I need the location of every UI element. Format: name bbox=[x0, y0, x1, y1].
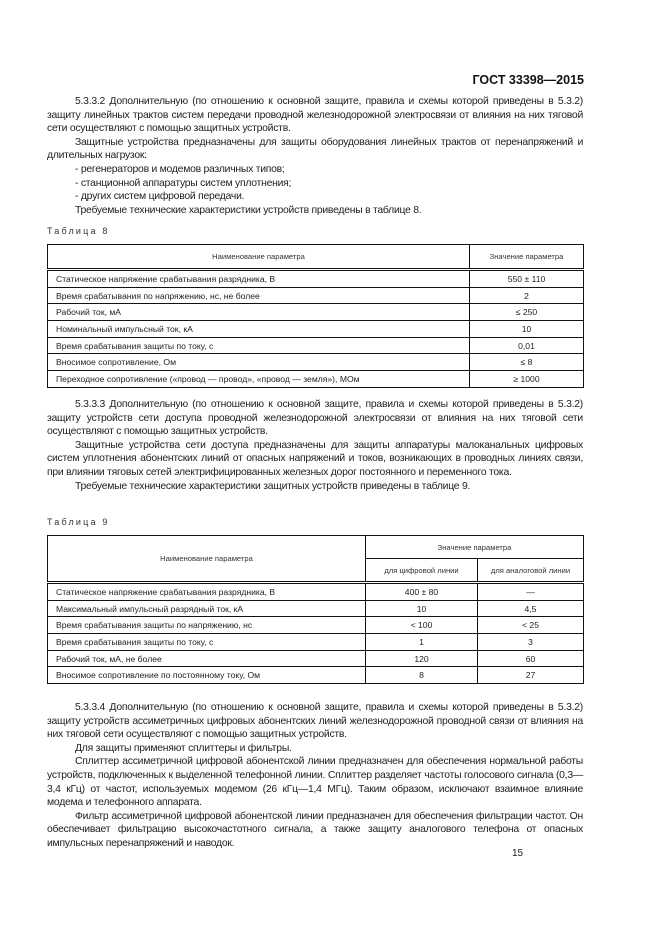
table-row bbox=[48, 287, 584, 304]
paragraph: 5.3.3.2 Дополнительную (по отношению к основной защите, правила и схемы которой приведены в 5.3.2) защиту линейных трактов систем передачи проводной железнодорожной электросвязи от влияния на них тяговой сети осуществляют с помощью защитных устройств. bbox=[47, 96, 583, 135]
value-cell: 550 ± 110 bbox=[470, 270, 584, 288]
table-8 bbox=[47, 244, 584, 388]
table-row bbox=[48, 583, 584, 601]
param-cell: Время срабатывания защиты по току, с bbox=[48, 337, 470, 354]
table-9 bbox=[47, 535, 584, 684]
table-row bbox=[48, 650, 584, 667]
digital-value-cell: 8 bbox=[366, 667, 478, 684]
analog-value-cell: 4,5 bbox=[478, 600, 584, 617]
param-cell: Максимальный импульсный разрядный ток, кА bbox=[48, 600, 366, 617]
table-row bbox=[48, 321, 584, 338]
param-cell: Вносимое сопротивление по постоянному току, Ом bbox=[48, 667, 366, 684]
table-row bbox=[48, 304, 584, 321]
list-item: - регенераторов и модемов различных типов; bbox=[75, 163, 285, 175]
table-row bbox=[48, 667, 584, 684]
document-code: ГОСТ 33398—2015 bbox=[472, 73, 584, 87]
paragraph: 5.3.3.3 Дополнительную (по отношению к основной защите, правила и схемы которой приведены в 5.3.2) защиту устройств сети доступа проводной железнодорожной электросвязи от влияния на них тяговой сети осуществляют с помощью защитных устройств. bbox=[47, 399, 583, 438]
analog-value-cell: 3 bbox=[478, 634, 584, 651]
value-cell: 2 bbox=[470, 287, 584, 304]
param-cell: Вносимое сопротивление, Ом bbox=[48, 354, 470, 371]
analog-value-cell: < 25 bbox=[478, 617, 584, 634]
sub-column-header: для аналоговой линии bbox=[478, 559, 584, 583]
value-cell: ≥ 1000 bbox=[470, 371, 584, 388]
paragraph: Сплиттер ассиметричной цифровой абонентской линии предназначен для обеспечения нормальной работы устройств, подключенных к выделенной телефонной линии. Сплиттер разделяет частоты голосового сигнала (0,3—3,4 кГц) от частот, используемых модемом (26 кГц—1,4 МГц). Таким образом, исключают взаимное влияние модема и телефонного аппарата. bbox=[47, 756, 583, 809]
sub-column-header: для цифровой линии bbox=[366, 559, 478, 583]
digital-value-cell: 400 ± 80 bbox=[366, 583, 478, 601]
column-header: Наименование параметра bbox=[48, 245, 470, 270]
analog-value-cell: 27 bbox=[478, 667, 584, 684]
column-header: Значение параметра bbox=[470, 245, 584, 270]
analog-value-cell: — bbox=[478, 583, 584, 601]
value-cell: ≤ 8 bbox=[470, 354, 584, 371]
digital-value-cell: 120 bbox=[366, 650, 478, 667]
param-cell: Рабочий ток, мА bbox=[48, 304, 470, 321]
page-number: 15 bbox=[512, 848, 524, 859]
param-cell: Время срабатывания по напряжению, нс, не более bbox=[48, 287, 470, 304]
analog-value-cell: 60 bbox=[478, 650, 584, 667]
table-9-caption: Таблица 9 bbox=[47, 517, 110, 527]
param-cell: Рабочий ток, мА, не более bbox=[48, 650, 366, 667]
list-item: - других систем цифровой передачи. bbox=[75, 191, 245, 203]
section-5-3-3-2 bbox=[47, 95, 583, 217]
paragraph: Требуемые технические характеристики устройств приведены в таблице 8. bbox=[75, 204, 422, 216]
column-header: Наименование параметра bbox=[48, 536, 366, 583]
section-5-3-3-3 bbox=[47, 398, 583, 493]
paragraph: Защитные устройства сети доступа предназначены для защиты аппаратуры малоканальных цифровых систем уплотнения абонентских линий от опасных напряжений и токов, возникающих в проводных линиях связи, при влиянии тяговых сетей электрифицированных железных дорог постоянного и переменного тока. bbox=[47, 439, 583, 478]
digital-value-cell: < 100 bbox=[366, 617, 478, 634]
param-cell: Номинальный импульсный ток, кА bbox=[48, 321, 470, 338]
value-cell: 10 bbox=[470, 321, 584, 338]
digital-value-cell: 1 bbox=[366, 634, 478, 651]
param-cell: Время срабатывания защиты по напряжению, нс bbox=[48, 617, 366, 634]
value-cell: 0,01 bbox=[470, 337, 584, 354]
table-row bbox=[48, 354, 584, 371]
param-cell: Статическое напряжение срабатывания разрядника, В bbox=[48, 270, 470, 288]
param-cell: Статическое напряжение срабатывания разрядника, В bbox=[48, 583, 366, 601]
table-row bbox=[48, 600, 584, 617]
column-header: Значение параметра bbox=[366, 536, 584, 559]
value-cell: ≤ 250 bbox=[470, 304, 584, 321]
paragraph: Защитные устройства предназначены для защиты оборудования линейных трактов от перенапряжений и длительных нагрузок: bbox=[47, 136, 583, 162]
paragraph: Для защиты применяют сплиттеры и фильтры. bbox=[75, 742, 292, 754]
list-item: - станционной аппаратуры систем уплотнения; bbox=[75, 177, 292, 189]
table-row bbox=[48, 337, 584, 354]
section-5-3-3-4 bbox=[47, 701, 583, 851]
paragraph: 5.3.3.4 Дополнительную (по отношению к основной защите, правила и схемы которой приведены в 5.3.2) защиту устройств ассиметричных цифровых абонентских линий железнодорожной проводной связи от влияния на них тяговой сети осуществляют с помощью защитных устройств. bbox=[47, 702, 583, 741]
digital-value-cell: 10 bbox=[366, 600, 478, 617]
table-row bbox=[48, 634, 584, 651]
param-cell: Переходное сопротивление («провод — провод», «провод — земля»), МОм bbox=[48, 371, 470, 388]
paragraph: Фильтр ассиметричной цифровой абонентской линии предназначен для обеспечения фильтрации частот. Он обеспечивает фильтрацию высокочастотного сигнала, а также защиту аналогового телефона от опасных импульсных перенапряжений и наводок. bbox=[47, 810, 583, 849]
paragraph: Требуемые технические характеристики защитных устройств приведены в таблице 9. bbox=[75, 480, 471, 492]
param-cell: Время срабатывания защиты по току, с bbox=[48, 634, 366, 651]
table-row bbox=[48, 270, 584, 288]
table-row bbox=[48, 617, 584, 634]
table-row bbox=[48, 371, 584, 388]
table-8-caption: Таблица 8 bbox=[47, 226, 110, 236]
